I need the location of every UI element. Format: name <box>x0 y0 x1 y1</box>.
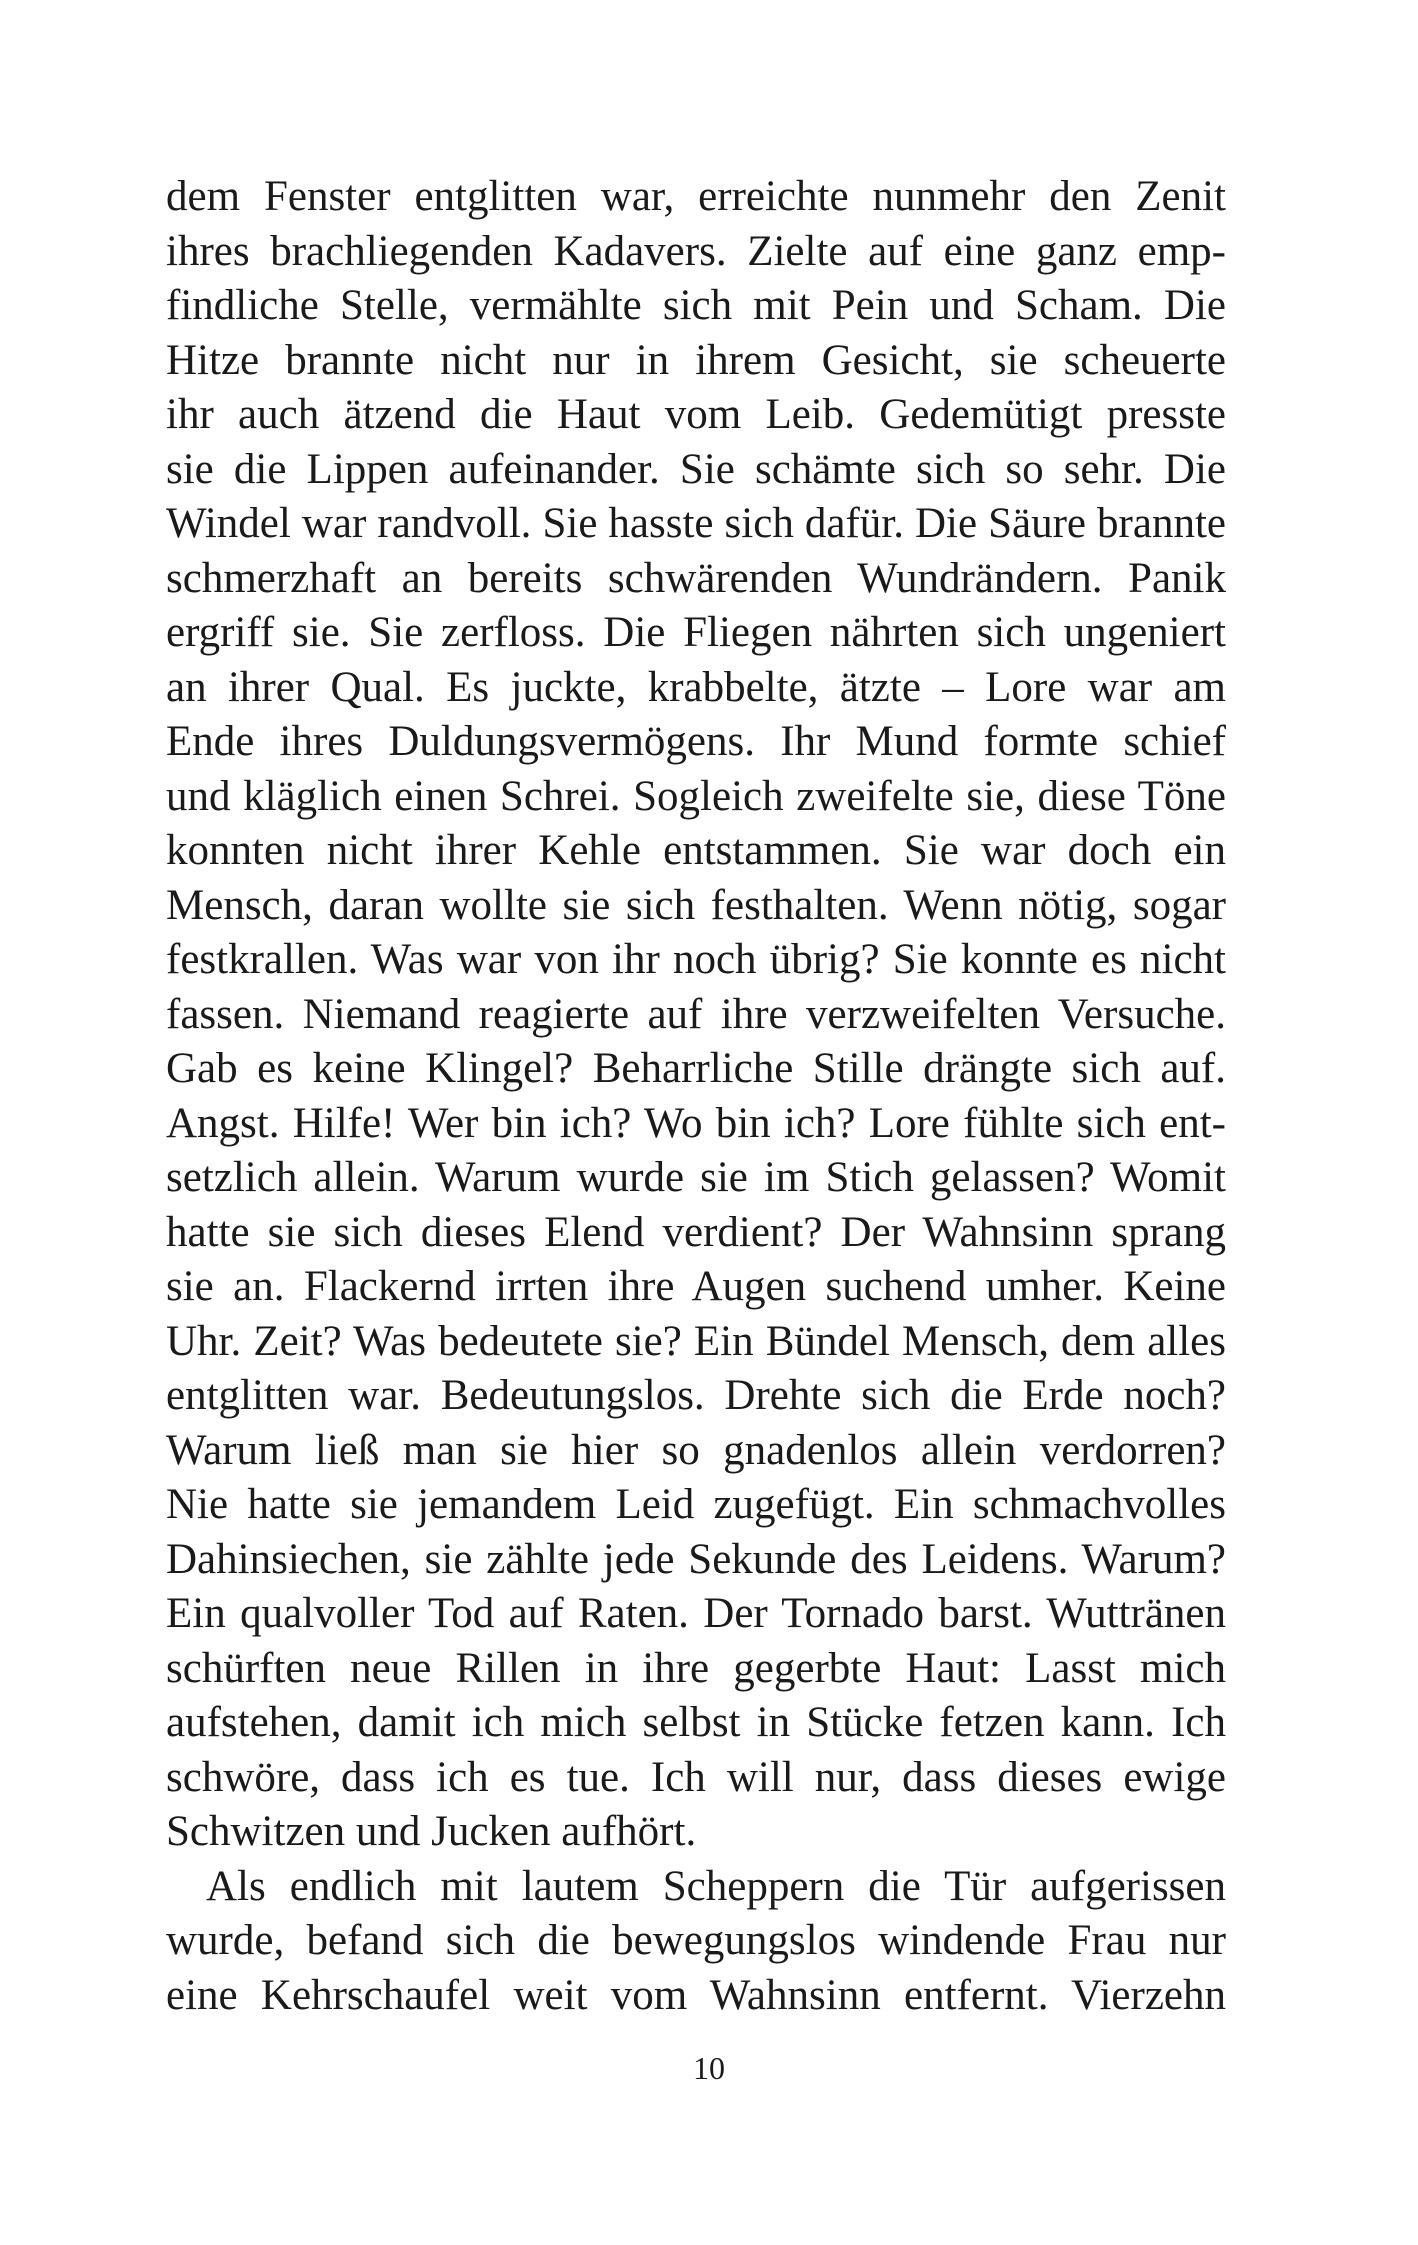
body-text <box>166 170 1226 2023</box>
text-line: Ein qualvoller Tod auf Raten. Der Tornado barst. Wuttränen <box>166 1590 1226 1637</box>
text-line: schürften neue Rillen in ihre gegerbte Haut: Lasst mich <box>166 1644 1226 1692</box>
text-line: Mensch, daran wollte sie sich festhalten. Wenn nötig, sogar <box>166 881 1226 929</box>
text-line: Dahinsiechen, sie zählte jede Sekunde des Leidens. Warum? <box>166 1535 1226 1583</box>
text-line: Nie hatte sie jemandem Leid zugefügt. Ein schmachvolles <box>166 1481 1226 1528</box>
page-number: 10 <box>693 2050 725 2086</box>
text-line: festkrallen. Was war von ihr noch übrig? Sie konnte es nicht <box>166 936 1226 983</box>
text-line: Angst. Hilfe! Wer bin ich? Wo bin ich? Lore fühlte sich ent- <box>166 1099 1226 1147</box>
text-line: wurde, befand sich die bewegungslos windende Frau nur <box>166 1917 1226 1964</box>
text-line: Als endlich mit lautem Scheppern die Tür aufgerissen <box>206 1862 1226 1910</box>
text-line: findliche Stelle, vermählte sich mit Pein und Scham. Die <box>166 282 1226 329</box>
paragraph <box>166 170 1226 1860</box>
text-line: sie an. Flackernd irrten ihre Augen suchend umher. Keine <box>166 1263 1226 1310</box>
text-line: dem Fenster entglitten war, erreichte nunmehr den Zenit <box>166 173 1226 220</box>
text-line: schmerzhaft an bereits schwärenden Wundrändern. Panik <box>166 554 1226 602</box>
text-line: fassen. Niemand reagierte auf ihre verzweifelten Versuche. <box>166 990 1226 1038</box>
text-line: ergriff sie. Sie zerfloss. Die Fliegen nährten sich ungeniert <box>166 609 1226 656</box>
text-line: Gab es keine Klingel? Beharrliche Stille drängte sich auf. <box>166 1045 1226 1092</box>
text-line: eine Kehrschaufel weit vom Wahnsinn entfernt. Vierzehn <box>166 1971 1226 2019</box>
text-line: setzlich allein. Warum wurde sie im Stich gelassen? Womit <box>166 1154 1226 1201</box>
text-line: sie die Lippen aufeinander. Sie schämte sich so sehr. Die <box>166 445 1226 493</box>
text-line: ihr auch ätzend die Haut vom Leib. Gedemütigt presste <box>166 391 1226 438</box>
text-line: und kläglich einen Schrei. Sogleich zweifelte sie, diese Töne <box>166 772 1226 820</box>
text-line: Warum ließ man sie hier so gnadenlos allein verdorren? <box>166 1426 1226 1474</box>
text-line: entglitten war. Bedeutungslos. Drehte sich die Erde noch? <box>166 1372 1226 1419</box>
paragraph <box>166 1860 1226 2024</box>
text-line: aufstehen, damit ich mich selbst in Stücke fetzen kann. Ich <box>166 1699 1226 1746</box>
text-line: Ende ihres Duldungsvermögens. Ihr Mund formte schief <box>166 718 1226 765</box>
text-line: ihres brachliegenden Kadavers. Zielte auf eine ganz emp- <box>166 227 1226 275</box>
text-line: Hitze brannte nicht nur in ihrem Gesicht, sie scheuerte <box>166 336 1226 384</box>
text-line: Uhr. Zeit? Was bedeutete sie? Ein Bündel Mensch, dem alles <box>166 1317 1226 1365</box>
text-line: hatte sie sich dieses Elend verdient? Der Wahnsinn sprang <box>166 1208 1226 1256</box>
text-line: schwöre, dass ich es tue. Ich will nur, dass dieses ewige <box>166 1753 1226 1801</box>
text-line: Windel war randvoll. Sie hasste sich dafür. Die Säure brannte <box>166 500 1226 547</box>
text-line: konnten nicht ihrer Kehle entstammen. Sie war doch ein <box>166 827 1226 874</box>
text-line: an ihrer Qual. Es juckte, krabbelte, ätzte – Lore war am <box>166 663 1226 711</box>
text-line: Schwitzen und Jucken aufhört. <box>166 1808 697 1855</box>
